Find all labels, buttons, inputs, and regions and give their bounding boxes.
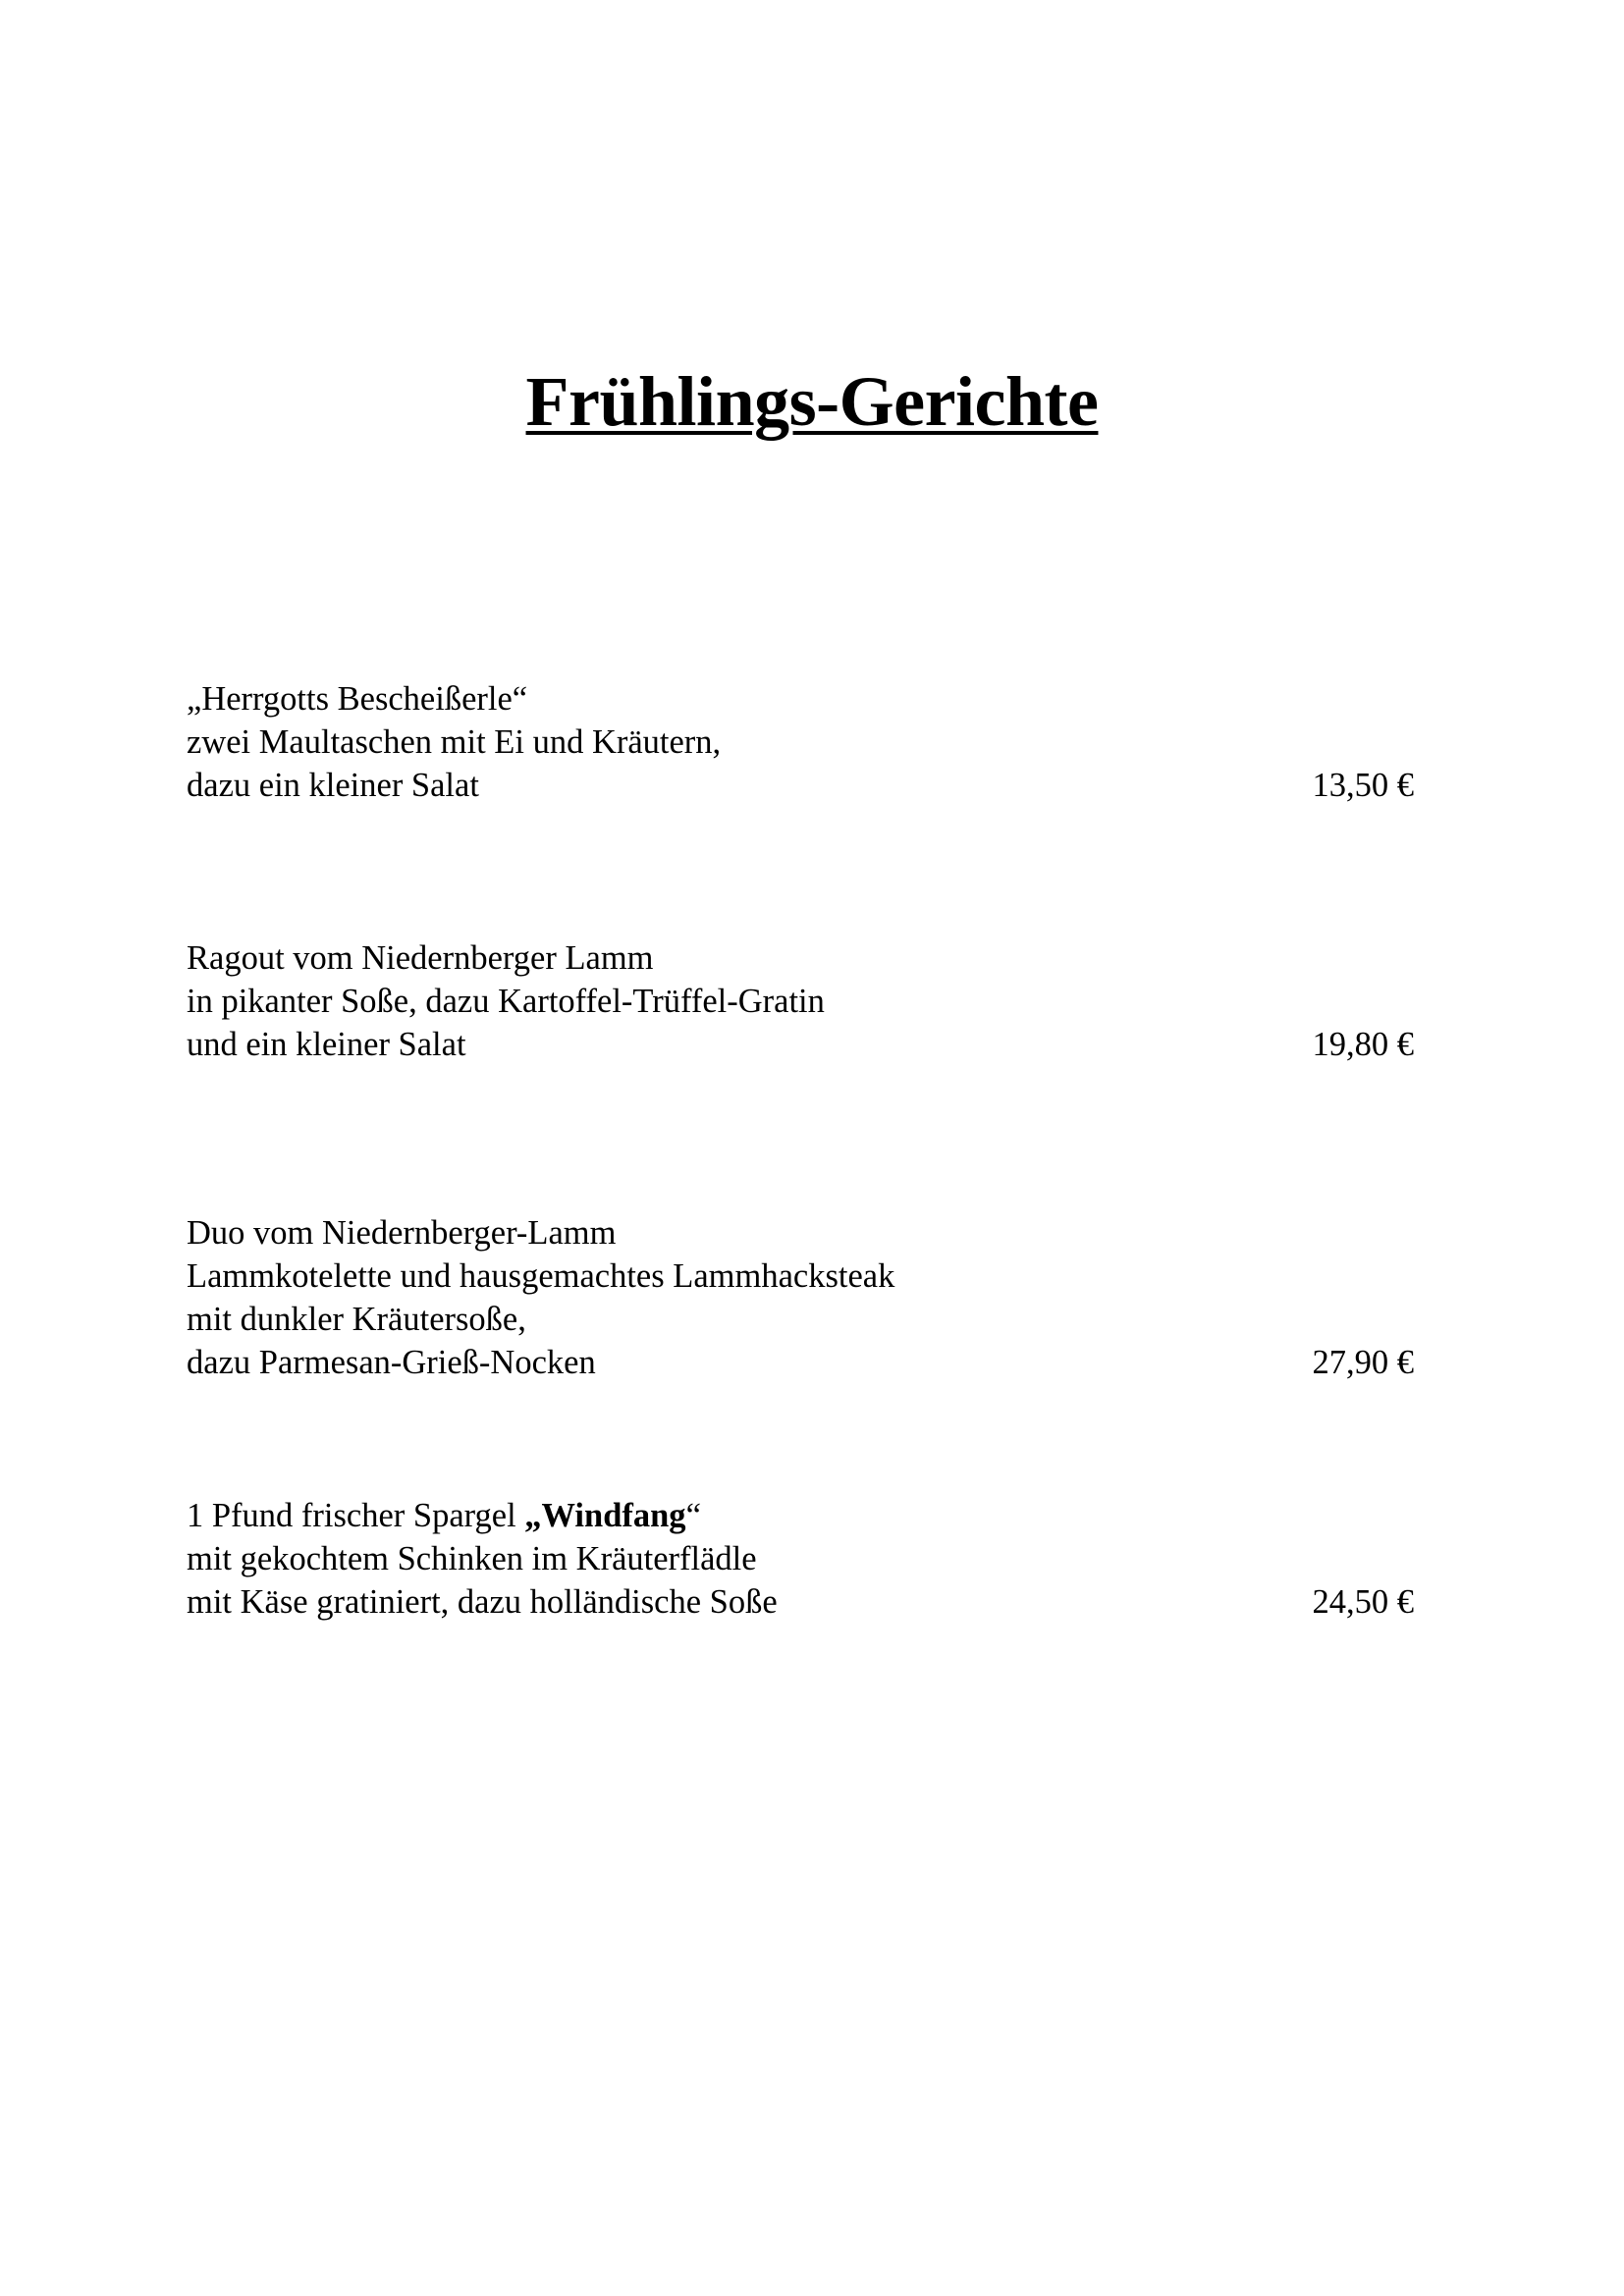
menu-item-line: mit Käse gratiniert, dazu holländische Soße xyxy=(187,1583,778,1621)
menu-item-line: und ein kleiner Salat xyxy=(187,1026,466,1063)
page-title-text: Frühlings-Gerichte xyxy=(525,362,1099,441)
menu-item-price: 19,80 € xyxy=(1312,1026,1414,1063)
menu-item-line-suffix: “ xyxy=(685,1497,701,1534)
menu-item-description xyxy=(187,1211,1267,1384)
menu-item-description xyxy=(187,936,1267,1066)
menu-item-line: Ragout vom Niedernberger Lamm xyxy=(187,939,654,977)
menu-item-description xyxy=(187,1494,1267,1624)
menu-item-line: zwei Maultaschen mit Ei und Kräutern, xyxy=(187,723,722,761)
menu-item-line: dazu ein kleiner Salat xyxy=(187,767,479,804)
menu-item xyxy=(187,1211,1414,1384)
menu-item-line-prefix: 1 Pfund frischer Spargel xyxy=(187,1497,525,1534)
menu-item-line: Duo vom Niedernberger-Lamm xyxy=(187,1214,617,1252)
menu-item-line: mit dunkler Kräutersoße, xyxy=(187,1301,526,1338)
menu-item-line: in pikanter Soße, dazu Kartoffel-Trüffel-Gratin xyxy=(187,983,825,1020)
menu-item xyxy=(187,677,1414,807)
menu-item xyxy=(187,936,1414,1066)
menu-item-price: 27,90 € xyxy=(1312,1344,1414,1381)
menu-item-price: 13,50 € xyxy=(1312,767,1414,804)
menu-items-list xyxy=(187,677,1414,1737)
menu-item-price: 24,50 € xyxy=(1312,1583,1414,1621)
menu-item-line-emphasis: „Windfang xyxy=(524,1497,686,1534)
menu-item-line: „Herrgotts Bescheißerle“ xyxy=(187,680,528,718)
menu-item xyxy=(187,1494,1414,1624)
menu-item-line: Lammkotelette und hausgemachtes Lammhacksteak xyxy=(187,1257,895,1295)
menu-item-line xyxy=(187,1494,1267,1537)
menu-item-line: dazu Parmesan-Grieß-Nocken xyxy=(187,1344,596,1381)
page-title xyxy=(0,361,1624,443)
menu-item-line: mit gekochtem Schinken im Kräuterflädle xyxy=(187,1540,757,1577)
menu-item-description xyxy=(187,677,1267,807)
